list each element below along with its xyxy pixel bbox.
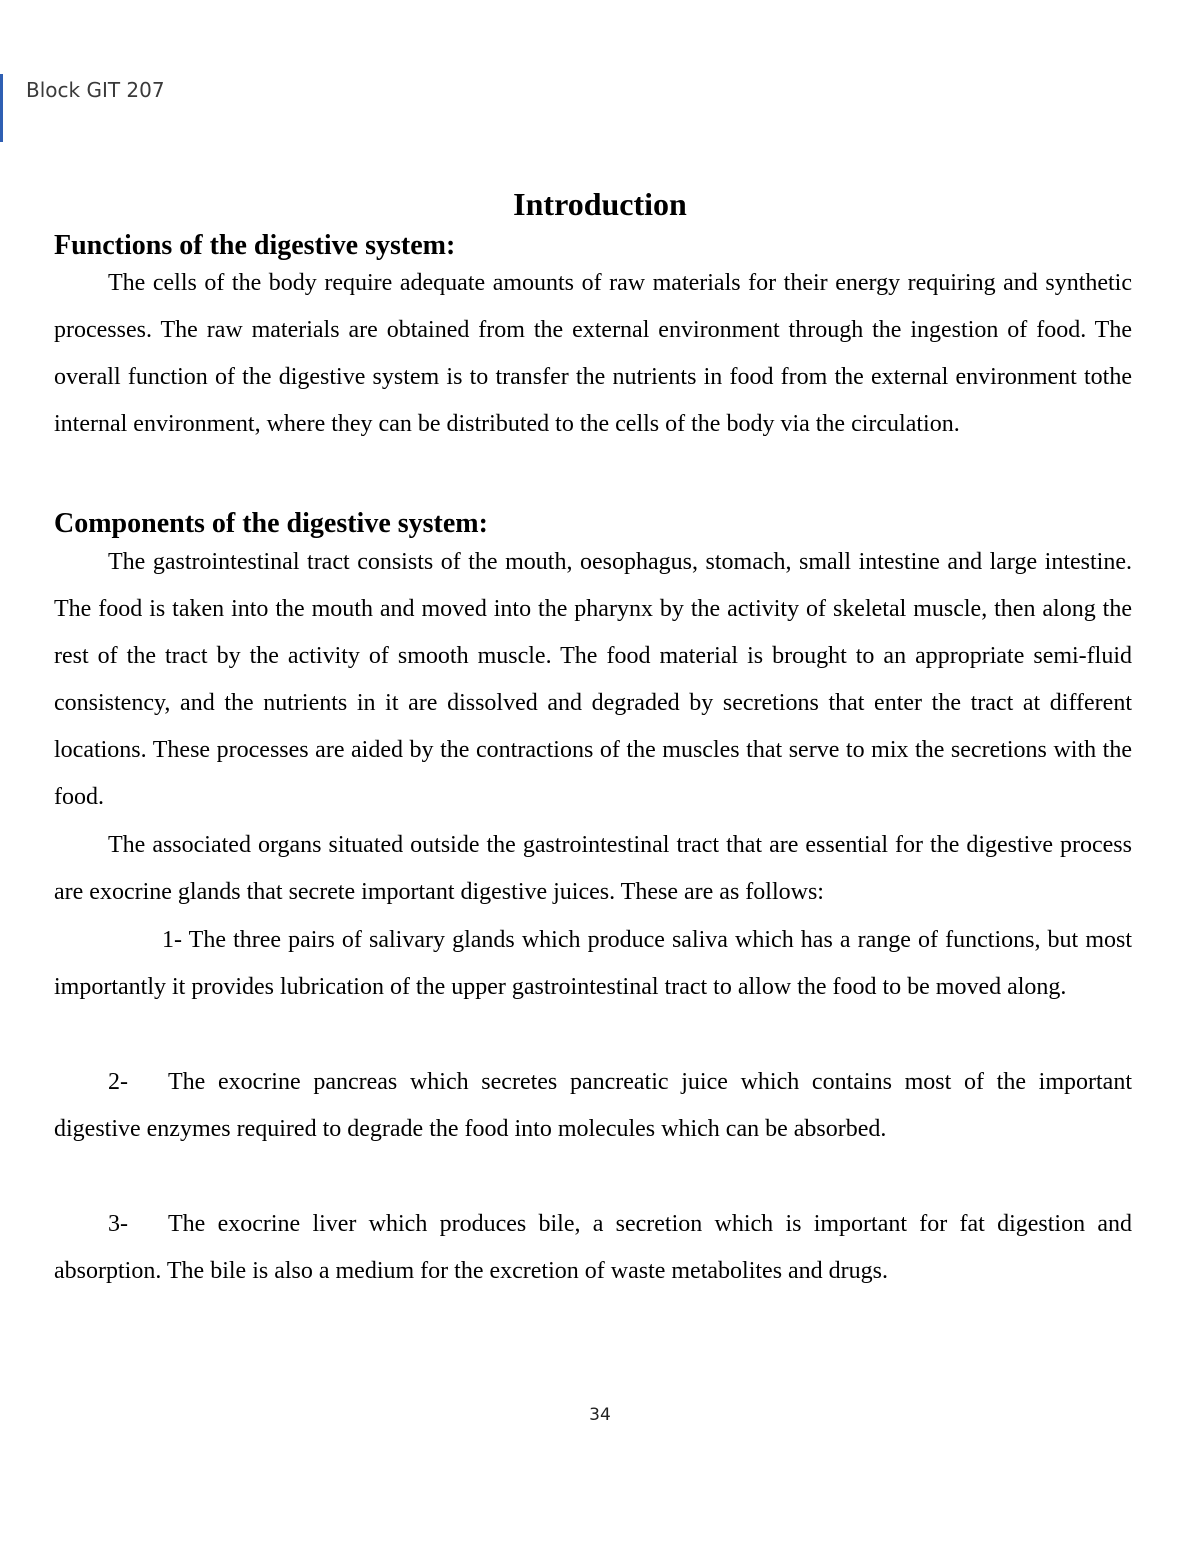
list-item-text: The exocrine liver which produces bile, a secretion which is important for fat digestion and absorption. The bile is also a medium for the excretion of waste metabolites and drugs. <box>54 1211 1132 1284</box>
paragraph-associated-organs: The associated organs situated outside the gastrointestinal tract that are essential for the digestive process are exocrine glands that secrete important digestive juices. These are as follows: <box>54 832 1132 905</box>
list-item-exocrine-pancreas <box>54 1059 1132 1153</box>
running-header: Block GIT 207 <box>26 78 165 102</box>
page-number: 34 <box>589 1405 611 1425</box>
list-item-salivary-glands <box>54 917 1132 1011</box>
list-item-number: 1- <box>162 927 182 953</box>
section-heading-components: Components of the digestive system: <box>54 508 488 539</box>
paragraph-functions: The cells of the body require adequate amounts of raw materials for their energy requiring and synthetic processes. The raw materials are obtained from the external environment through the ingestion of food. The overall function of the digestive system is to transfer the nutrients in food from the external environment tothe internal environment, where they can be distributed to the cells of the body via the circulation. <box>54 270 1132 437</box>
header-accent-bar <box>0 74 3 142</box>
list-item-number: 3- <box>108 1211 128 1237</box>
page-title: Introduction <box>513 186 687 222</box>
list-item-text: The three pairs of salivary glands which produce saliva which has a range of functions, but most importantly it provides lubrication of the upper gastrointestinal tract to allow the food to be moved along. <box>54 927 1132 1000</box>
section-heading-functions: Functions of the digestive system: <box>54 230 456 261</box>
list-item-text: The exocrine pancreas which secretes pancreatic juice which contains most of the important digestive enzymes required to degrade the food into molecules which can be absorbed. <box>54 1069 1132 1142</box>
paragraph-components-tract: The gastrointestinal tract consists of the mouth, oesophagus, stomach, small intestine and large intestine. The food is taken into the mouth and moved into the pharynx by the activity of skeletal muscle, then along the rest of the tract by the activity of smooth muscle. The food material is brought to an appropriate semi-fluid consistency, and the nutrients in it are dissolved and degraded by secretions that enter the tract at different locations. These processes are aided by the contractions of the muscles that serve to mix the secretions with the food. <box>54 549 1132 810</box>
list-item-number: 2- <box>108 1069 128 1095</box>
list-item-exocrine-liver <box>54 1201 1132 1295</box>
